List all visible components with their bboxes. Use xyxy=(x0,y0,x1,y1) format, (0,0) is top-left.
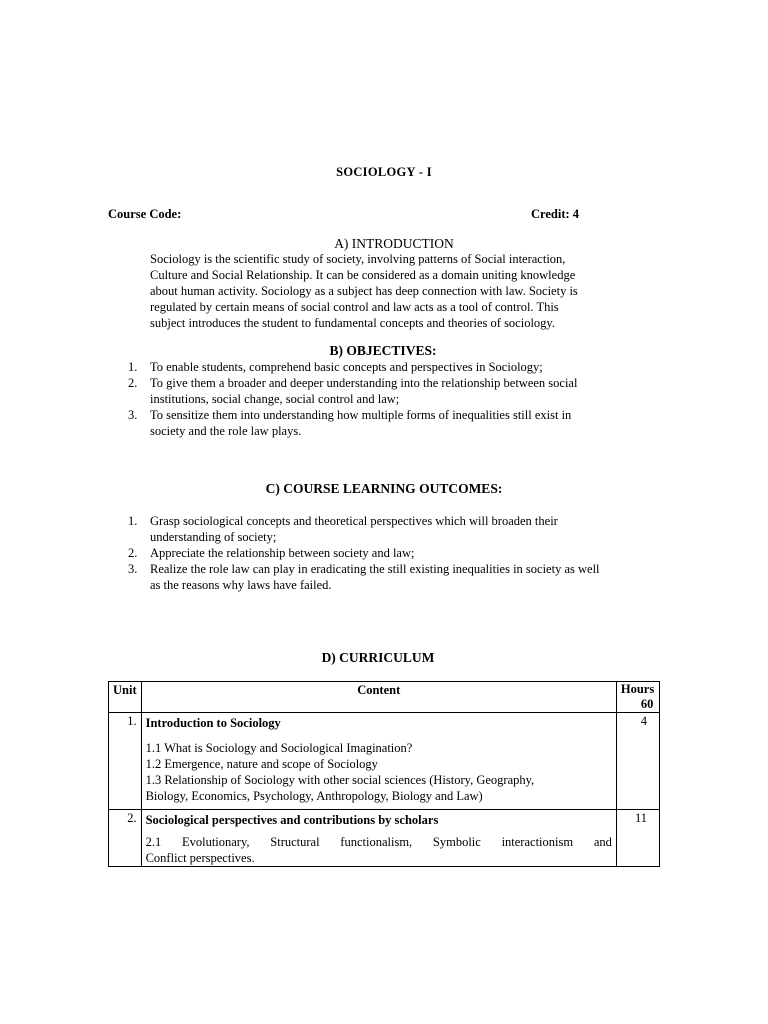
outcome-line: Grasp sociological concepts and theoretical perspectives which will broaden their xyxy=(150,514,558,528)
introduction-line: regulated by certain means of social control and law acts as a tool of control. This xyxy=(150,300,559,314)
outcome-line: understanding of society; xyxy=(150,530,277,544)
hours-header-label: Hours xyxy=(620,682,655,696)
unit-content xyxy=(141,810,616,867)
list-number: 1. xyxy=(128,514,138,528)
outcome-line: Realize the role law can play in eradicating the still existing inequalities in society as well xyxy=(150,562,600,576)
content-column-header: Content xyxy=(141,682,616,713)
objective-line: To sensitize them into understanding how multiple forms of inequalities still exist in xyxy=(150,408,572,422)
document-title: SOCIOLOGY - I xyxy=(336,165,432,179)
unit-title: Introduction to Sociology xyxy=(145,716,281,730)
introduction-line: subject introduces the student to fundamental concepts and theories of sociology. xyxy=(150,316,555,330)
outcome-item xyxy=(108,561,668,593)
introduction-line: Sociology is the scientific study of society, involving patterns of Social interaction, xyxy=(150,252,566,266)
outcome-item xyxy=(108,513,668,545)
objective-item xyxy=(108,359,668,375)
objective-line: To enable students, comprehend basic concepts and perspectives in Sociology; xyxy=(150,360,543,374)
subtopic-line: Conflict perspectives. xyxy=(145,851,255,865)
list-number: 2. xyxy=(128,546,138,560)
list-number: 1. xyxy=(128,360,138,374)
objective-line: institutions, social change, social control and law; xyxy=(150,392,400,406)
unit-number: 2. xyxy=(109,810,142,867)
introduction-heading: A) INTRODUCTION xyxy=(334,236,454,251)
objective-item xyxy=(108,407,668,439)
objective-item xyxy=(108,375,668,407)
outcome-line: Appreciate the relationship between society and law; xyxy=(150,546,415,560)
unit-content xyxy=(141,713,616,810)
objectives-list xyxy=(108,359,668,439)
hours-column-header xyxy=(616,682,659,713)
table-row xyxy=(109,713,660,810)
table-header-row xyxy=(109,682,660,713)
unit-number: 1. xyxy=(109,713,142,810)
unit-hours: 11 xyxy=(616,810,659,867)
objective-line: society and the role law plays. xyxy=(150,424,302,438)
outcome-item xyxy=(108,545,668,561)
course-code-label: Course Code: xyxy=(108,207,182,221)
subtopic-line: 1.1 What is Sociology and Sociological Imagination? xyxy=(145,741,413,755)
objective-line: To give them a broader and deeper understanding into the relationship between social xyxy=(150,376,578,390)
list-number: 3. xyxy=(128,562,138,576)
objectives-heading: B) OBJECTIVES: xyxy=(329,343,437,358)
outcomes-heading: C) COURSE LEARNING OUTCOMES: xyxy=(265,481,503,496)
hours-total: 60 xyxy=(640,697,654,711)
introduction-line: about human activity. Sociology as a subject has deep connection with law. Society is xyxy=(150,284,578,298)
unit-subtopics xyxy=(146,834,612,866)
unit-column-header: Unit xyxy=(109,682,142,713)
introduction-paragraph xyxy=(150,251,650,331)
unit-hours: 4 xyxy=(616,713,659,810)
introduction-line: Culture and Social Relationship. It can be considered as a domain uniting knowledge xyxy=(150,268,576,282)
curriculum-table xyxy=(108,681,660,867)
subtopic-line: 1.3 Relationship of Sociology with other social sciences (History, Geography, xyxy=(145,773,535,787)
unit-subtopics xyxy=(146,740,612,804)
list-number: 3. xyxy=(128,408,138,422)
outcomes-list xyxy=(108,513,668,593)
outcome-line: as the reasons why laws have failed. xyxy=(150,578,332,592)
curriculum-heading: D) CURRICULUM xyxy=(321,650,435,665)
credit-label: Credit: 4 xyxy=(531,207,580,221)
subtopic-line: 2.1 Evolutionary, Structural functionalism, Symbolic interactionism and xyxy=(145,835,612,849)
table-row xyxy=(109,810,660,867)
subtopic-line: 1.2 Emergence, nature and scope of Sociology xyxy=(145,757,378,771)
list-number: 2. xyxy=(128,376,138,390)
unit-title: Sociological perspectives and contributions by scholars xyxy=(145,813,439,827)
subtopic-line: Biology, Economics, Psychology, Anthropology, Biology and Law) xyxy=(145,789,483,803)
